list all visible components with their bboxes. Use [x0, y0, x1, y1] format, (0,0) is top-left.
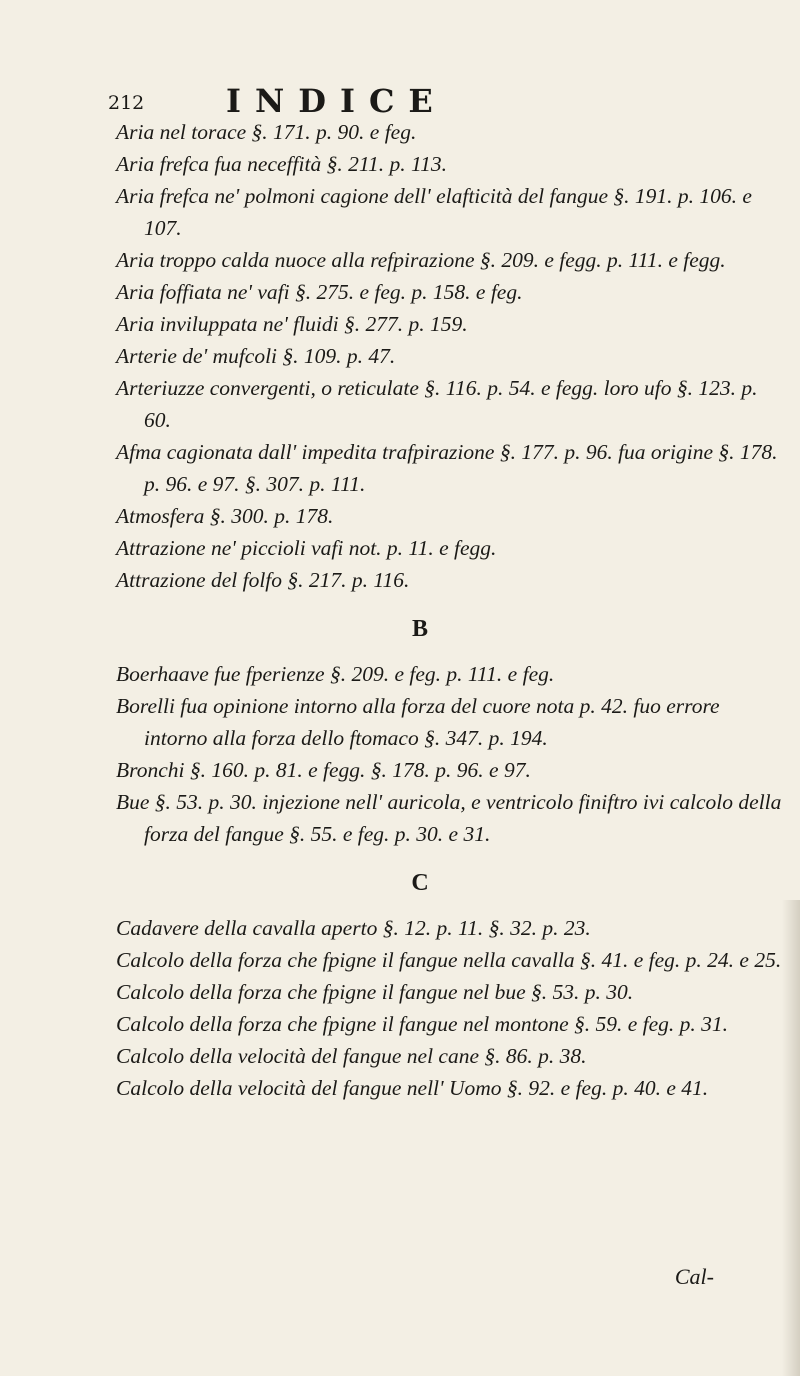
- index-entry: Boerhaave fue fperienze §. 209. e feg. p. 111. e feg.: [116, 662, 555, 686]
- index-entry: Borelli fua opinione intorno alla forza del cuore nota p. 42. fuo errore intorno alla forza dello ftomaco §. 347. p. 194.: [116, 694, 720, 750]
- index-entry: Calcolo della forza che fpigne il fangue nel bue §. 53. p. 30.: [116, 980, 634, 1004]
- index-entry: Aria frefca ne' polmoni cagione dell' elafticità del fangue §. 191. p. 106. e 107.: [116, 184, 752, 240]
- page-number: 212: [108, 92, 145, 114]
- running-title: INDICE: [226, 82, 447, 120]
- catchword: Cal-: [674, 1264, 714, 1289]
- index-entry: Aria foffiata ne' vafi §. 275. e feg. p. 158. e feg.: [116, 280, 523, 304]
- section-letter: C: [411, 870, 429, 896]
- index-entry: Cadavere della cavalla aperto §. 12. p. 11. §. 32. p. 23.: [116, 916, 591, 940]
- index-entry: Calcolo della velocità del fangue nel cane §. 86. p. 38.: [116, 1044, 587, 1068]
- index-entry: Calcolo della velocità del fangue nell' Uomo §. 92. e feg. p. 40. e 41.: [116, 1076, 709, 1100]
- page-edge-shadow: [782, 900, 800, 1376]
- index-entry: Afma cagionata dall' impedita trafpirazione §. 177. p. 96. fua origine §. 178. p. 96. e 97. §. 307. p. 111.: [116, 440, 778, 496]
- index-entry: Calcolo della forza che fpigne il fangue nel montone §. 59. e feg. p. 31.: [116, 1012, 729, 1036]
- index-entry: Bue §. 53. p. 30. injezione nell' auricola, e ventricolo finiftro ivi calcolo della forza del fangue §. 55. e feg. p. 30. e 31.: [116, 790, 782, 846]
- index-entry: Bronchi §. 160. p. 81. e fegg. §. 178. p. 96. e 97.: [116, 758, 531, 782]
- index-entries: [116, 116, 784, 1104]
- index-entry: Arteriuzze convergenti, o reticulate §. 116. p. 54. e fegg. loro ufo §. 123. p. 60.: [116, 376, 758, 432]
- index-entry: Aria nel torace §. 171. p. 90. e feg.: [116, 120, 417, 144]
- index-entry: Aria troppo calda nuoce alla refpirazione §. 209. e fegg. p. 111. e fegg.: [116, 248, 726, 272]
- index-entry: Aria frefca fua neceffità §. 211. p. 113.: [116, 152, 448, 176]
- index-entry: Atmosfera §. 300. p. 178.: [116, 504, 334, 528]
- section-letter: B: [411, 616, 428, 642]
- index-entry: Aria inviluppata ne' fluidi §. 277. p. 159.: [116, 312, 468, 336]
- index-entry: Attrazione del folfo §. 217. p. 116.: [116, 568, 410, 592]
- index-entry: Arterie de' mufcoli §. 109. p. 47.: [116, 344, 396, 368]
- index-entry: Attrazione ne' piccioli vafi not. p. 11. e fegg.: [116, 536, 497, 560]
- index-entry: Calcolo della forza che fpigne il fangue nella cavalla §. 41. e feg. p. 24. e 25.: [116, 948, 782, 972]
